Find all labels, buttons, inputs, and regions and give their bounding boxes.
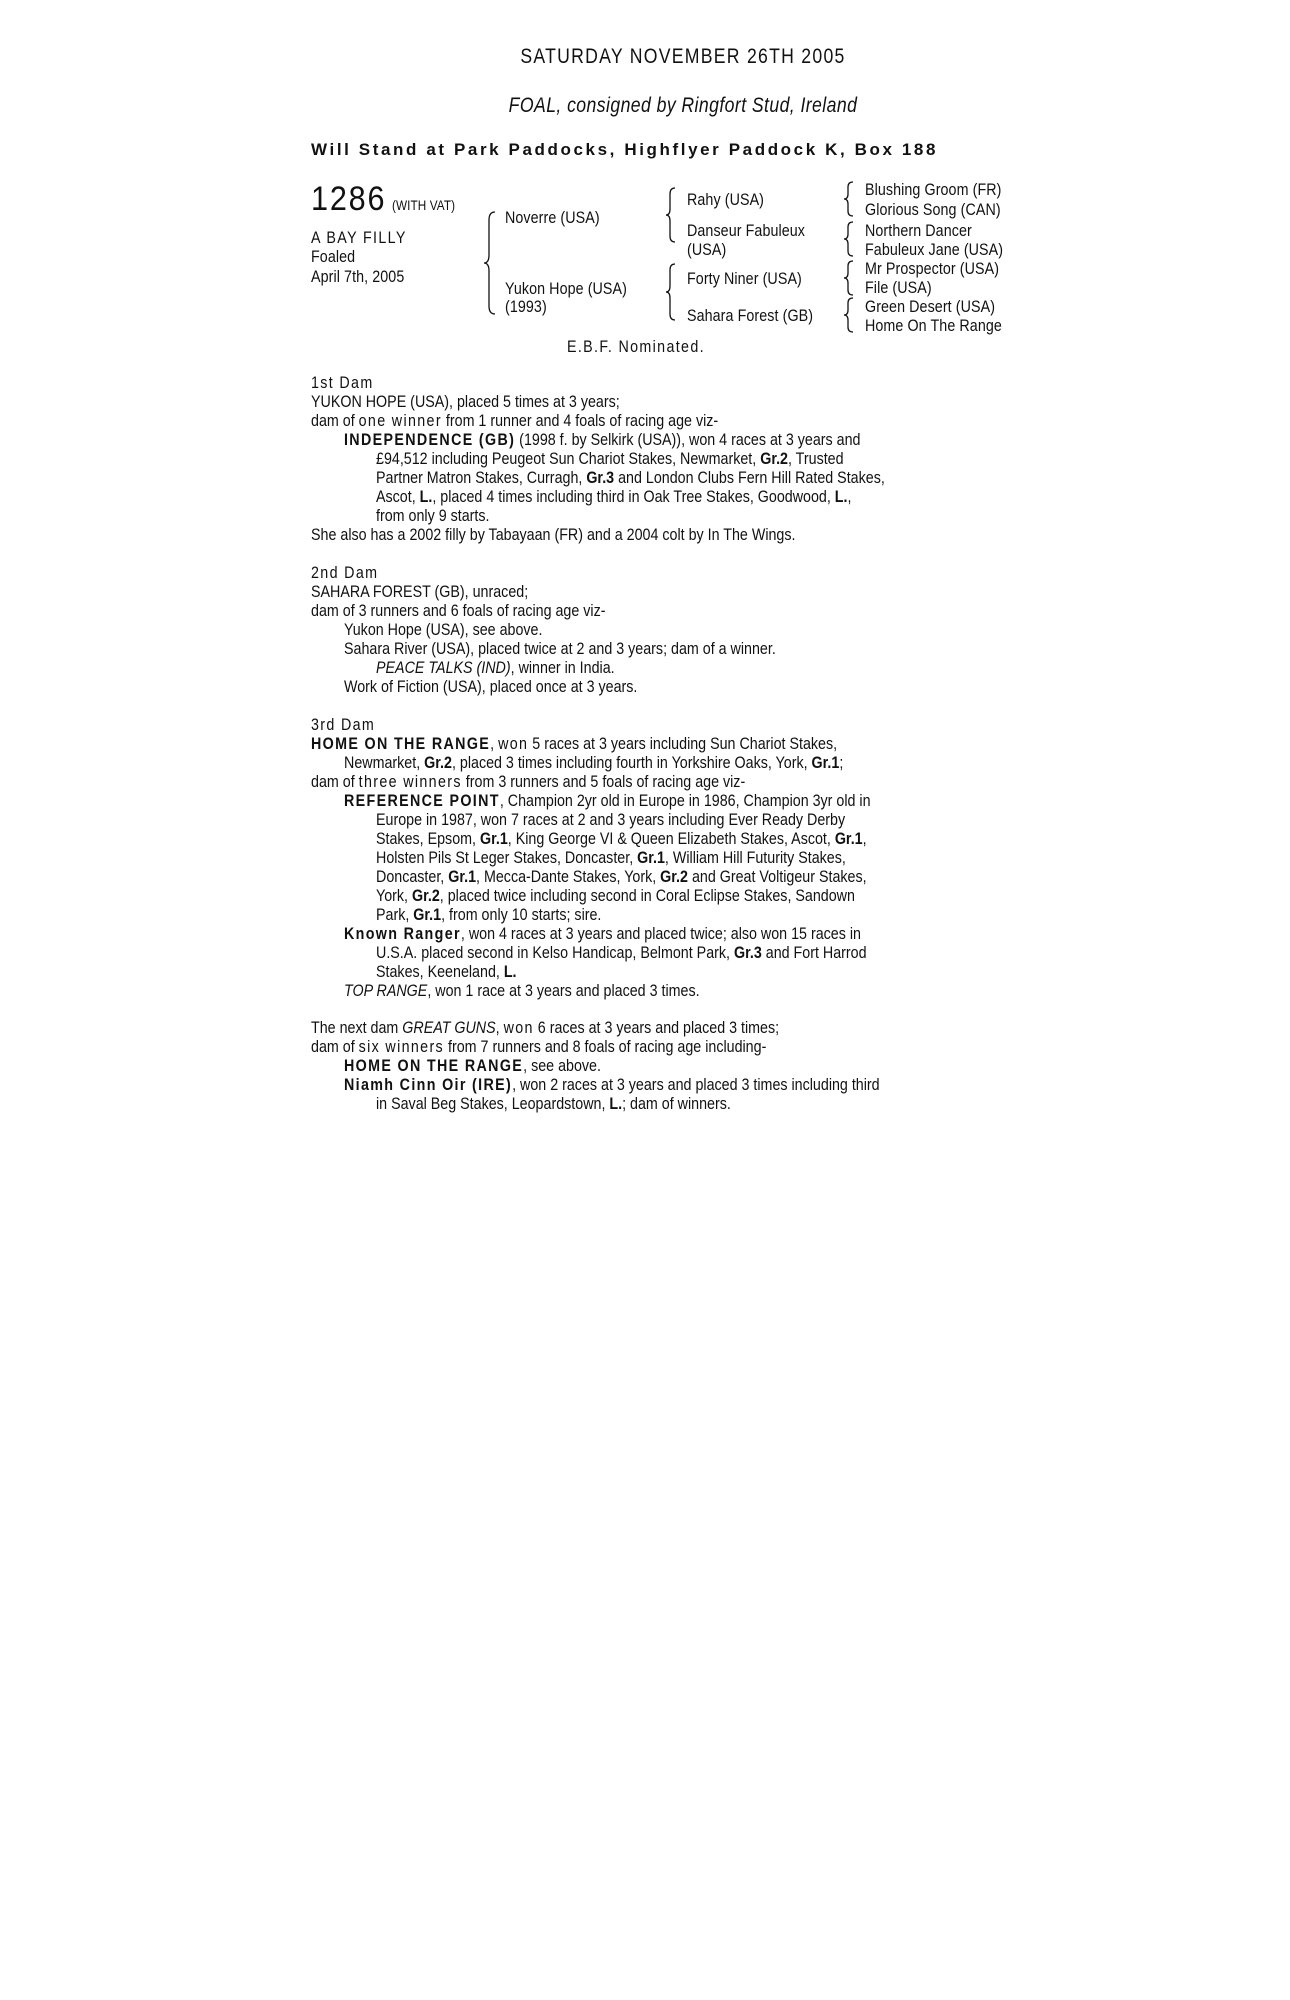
- dam-summary: HOME ON THE RANGE, won 5 races at 3 years including Sun Chariot Stakes,: [311, 734, 838, 753]
- pedigree-brace-sire: [665, 186, 677, 244]
- produce-entry: INDEPENDENCE (GB) (1998 f. by Selkirk (USA)), won 4 races at 3 years and: [344, 430, 861, 449]
- produce-entry-cont: York, Gr.2, placed twice including second in Coral Eclipse Stakes, Sandown: [376, 886, 855, 905]
- second-dam-section: [311, 563, 1071, 696]
- produce-summary: dam of three winners from 3 runners and 5 foals of racing age viz-: [311, 772, 746, 791]
- stand-location: Will Stand at Park Paddocks, Highflyer Paddock K, Box 188: [311, 140, 939, 159]
- sale-date: SATURDAY NOVEMBER 26TH 2005: [520, 45, 846, 68]
- pedigree-g6: File (USA): [865, 278, 932, 297]
- produce-entry-cont: Doncaster, Gr.1, Mecca-Dante Stakes, York, Gr.2 and Great Voltigeur Stakes,: [376, 867, 867, 886]
- pedigree-brace-dam: [665, 262, 677, 322]
- dam-summary: YUKON HOPE (USA), placed 5 times at 3 years;: [311, 392, 620, 411]
- pedigree-g5: Mr Prospector (USA): [865, 259, 1000, 278]
- produce-entry-cont: Stakes, Keeneland, L.: [376, 962, 517, 981]
- produce-entry-cont: Ascot, L., placed 4 times including third in Oak Tree Stakes, Goodwood, L.,: [376, 487, 852, 506]
- produce-summary: dam of one winner from 1 runner and 4 foals of racing age viz-: [311, 411, 719, 430]
- produce-entry-cont: U.S.A. placed second in Kelso Handicap, Belmont Park, Gr.3 and Fort Harrod: [376, 943, 867, 962]
- produce-entry-cont: Park, Gr.1, from only 10 starts; sire.: [376, 905, 602, 924]
- section-heading: 3rd Dam: [311, 715, 376, 734]
- vat-note: (WITH VAT): [392, 197, 456, 213]
- next-dam-section: [311, 1018, 1071, 1113]
- pedigree-g8: Home On The Range: [865, 316, 1002, 335]
- produce-entry-cont: in Saval Beg Stakes, Leopardstown, L.; dam of winners.: [376, 1094, 731, 1113]
- pedigree-sire-sire: Rahy (USA): [687, 190, 765, 209]
- pedigree-dam-sire: Forty Niner (USA): [687, 269, 802, 288]
- produce-entry-cont: Europe in 1987, won 7 races at 2 and 3 years including Ever Ready Derby: [376, 810, 846, 829]
- pedigree-dam-year: (1993): [505, 297, 547, 316]
- pedigree-brace-g4: [843, 296, 855, 334]
- pedigree-sire-dam: Danseur Fabuleux: [687, 221, 806, 240]
- produce-entry: TOP RANGE, won 1 race at 3 years and placed 3 times.: [344, 981, 700, 1000]
- pedigree-g2: Glorious Song (CAN): [865, 200, 1001, 219]
- dam-summary: SAHARA FOREST (GB), unraced;: [311, 582, 529, 601]
- section-heading: 1st Dam: [311, 373, 374, 392]
- ebf-nominated: E.B.F. Nominated.: [567, 337, 705, 356]
- third-dam-section: [311, 715, 1071, 1000]
- pedigree-brace-main: [483, 210, 497, 316]
- other-produce: She also has a 2002 filly by Tabayaan (FR) and a 2004 colt by In The Wings.: [311, 525, 796, 544]
- produce-entry: Work of Fiction (USA), placed once at 3 years.: [344, 677, 638, 696]
- dam-summary: The next dam GREAT GUNS, won 6 races at 3 years and placed 3 times;: [311, 1018, 780, 1037]
- dam-summary-cont: Newmarket, Gr.2, placed 3 times including fourth in Yorkshire Oaks, York, Gr.1;: [344, 753, 844, 772]
- produce-summary: dam of six winners from 7 runners and 8 foals of racing age including-: [311, 1037, 767, 1056]
- produce-entry-cont: Holsten Pils St Leger Stakes, Doncaster, Gr.1, William Hill Futurity Stakes,: [376, 848, 846, 867]
- pedigree-brace-g1: [843, 180, 855, 218]
- produce-entry-cont: Stakes, Epsom, Gr.1, King George VI & Queen Elizabeth Stakes, Ascot, Gr.1,: [376, 829, 867, 848]
- pedigree-g1: Blushing Groom (FR): [865, 180, 1002, 199]
- pedigree-g7: Green Desert (USA): [865, 297, 996, 316]
- pedigree-sire-dam-country: (USA): [687, 240, 727, 259]
- pedigree-g4: Fabuleux Jane (USA): [865, 240, 1004, 259]
- consignment-line: FOAL, consigned by Ringfort Stud, Ireland: [508, 94, 858, 117]
- pedigree-brace-g2: [843, 220, 855, 258]
- produce-entry: HOME ON THE RANGE, see above.: [344, 1056, 601, 1075]
- produce-entry-cont: £94,512 including Peugeot Sun Chariot Stakes, Newmarket, Gr.2, Trusted: [376, 449, 844, 468]
- produce-entry: REFERENCE POINT, Champion 2yr old in Europe in 1986, Champion 3yr old in: [344, 791, 871, 810]
- produce-entry: Sahara River (USA), placed twice at 2 and 3 years; dam of a winner.: [344, 639, 776, 658]
- section-heading: 2nd Dam: [311, 563, 379, 582]
- produce-entry-cont: from only 9 starts.: [376, 506, 490, 525]
- pedigree-dam: Yukon Hope (USA): [505, 279, 627, 298]
- produce-summary: dam of 3 runners and 6 foals of racing age viz-: [311, 601, 606, 620]
- lot-number: 1286: [311, 180, 387, 218]
- first-dam-section: [311, 373, 1071, 544]
- foaled-label: Foaled: [311, 247, 356, 266]
- lot-description: A BAY FILLY: [311, 228, 407, 247]
- produce-entry: Known Ranger, won 4 races at 3 years and placed twice; also won 15 races in: [344, 924, 861, 943]
- pedigree-sire: Noverre (USA): [505, 208, 600, 227]
- pedigree-g3: Northern Dancer: [865, 221, 972, 240]
- produce-entry-sub: PEACE TALKS (IND), winner in India.: [376, 658, 615, 677]
- produce-entry: Niamh Cinn Oir (IRE), won 2 races at 3 years and placed 3 times including third: [344, 1075, 880, 1094]
- pedigree-brace-g3: [843, 259, 855, 297]
- produce-entry-cont: Partner Matron Stakes, Curragh, Gr.3 and London Clubs Fern Hill Rated Stakes,: [376, 468, 885, 487]
- produce-entry: Yukon Hope (USA), see above.: [344, 620, 543, 639]
- foaled-date: April 7th, 2005: [311, 267, 405, 286]
- pedigree-dam-dam: Sahara Forest (GB): [687, 306, 814, 325]
